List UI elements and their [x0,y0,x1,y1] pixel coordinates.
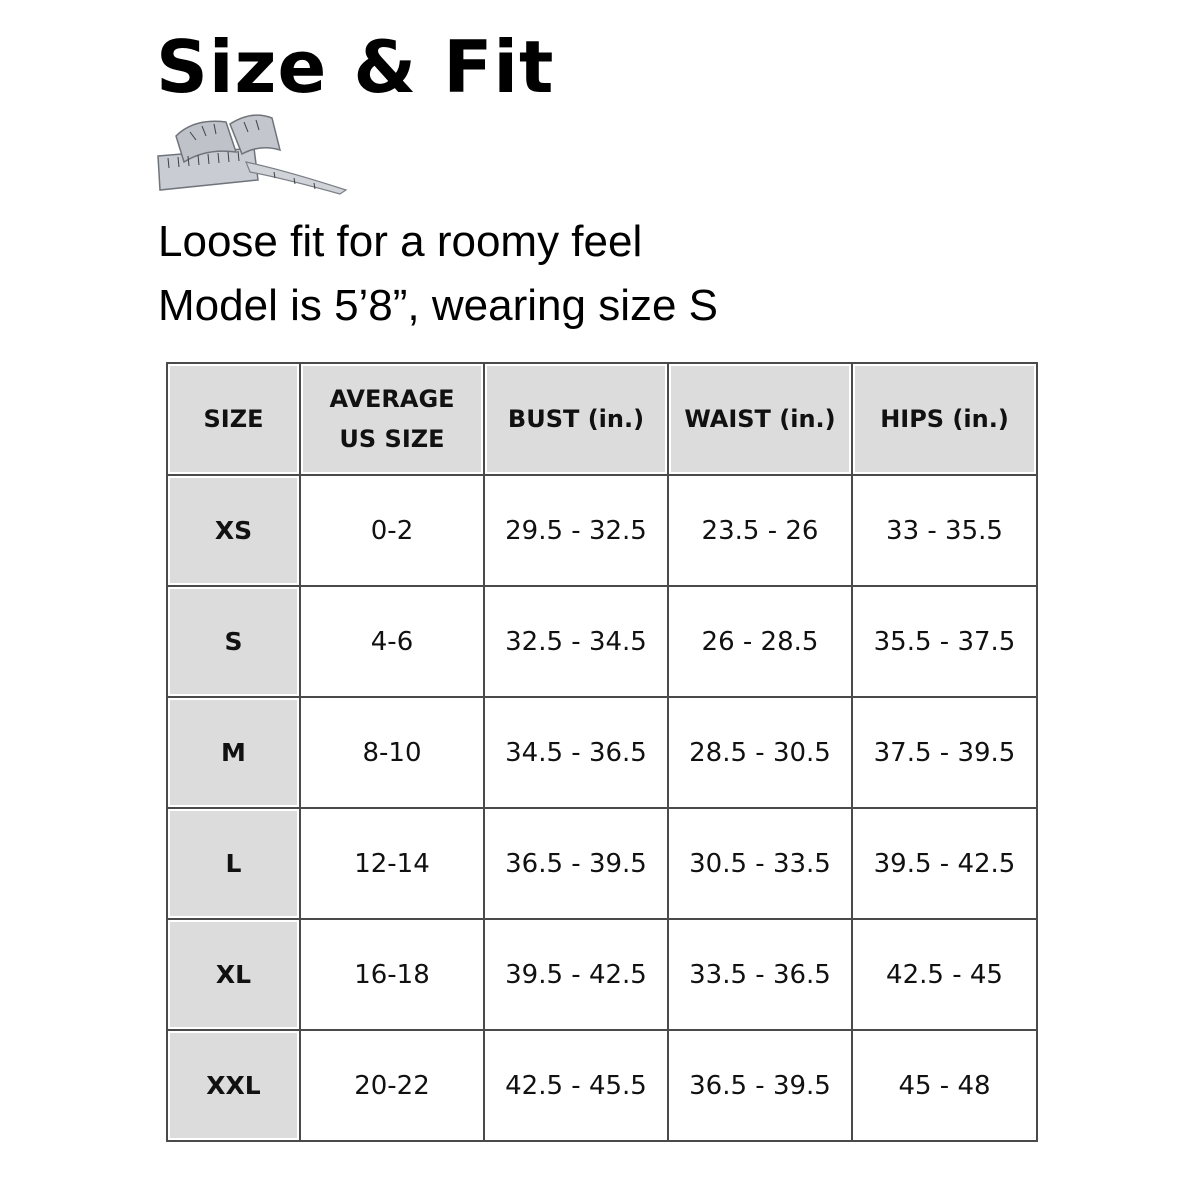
size-label: XL [167,919,300,1030]
table-row [167,919,1037,1030]
waist-value: 28.5 - 30.5 [668,697,852,808]
header-hips: HIPS (in.) [852,363,1037,475]
header-bust: BUST (in.) [484,363,668,475]
table-row [167,475,1037,586]
bust-value: 39.5 - 42.5 [484,919,668,1030]
hips-value: 37.5 - 39.5 [852,697,1037,808]
us-size-value: 8-10 [300,697,484,808]
page-title: Size & Fit [156,25,555,109]
size-label: M [167,697,300,808]
waist-value: 36.5 - 39.5 [668,1030,852,1141]
us-size-value: 20-22 [300,1030,484,1141]
hips-value: 33 - 35.5 [852,475,1037,586]
table-row [167,697,1037,808]
size-label: XS [167,475,300,586]
header-size: SIZE [167,363,300,475]
table-row [167,808,1037,919]
bust-value: 34.5 - 36.5 [484,697,668,808]
header-us-size-line1: AVERAGE [329,385,455,413]
size-label: S [167,586,300,697]
hips-value: 39.5 - 42.5 [852,808,1037,919]
waist-value: 23.5 - 26 [668,475,852,586]
hips-value: 42.5 - 45 [852,919,1037,1030]
hips-value: 35.5 - 37.5 [852,586,1037,697]
bust-value: 42.5 - 45.5 [484,1030,668,1141]
header-waist: WAIST (in.) [668,363,852,475]
us-size-value: 4-6 [300,586,484,697]
waist-value: 33.5 - 36.5 [668,919,852,1030]
waist-value: 26 - 28.5 [668,586,852,697]
waist-value: 30.5 - 33.5 [668,808,852,919]
table-row [167,1030,1037,1141]
bust-value: 32.5 - 34.5 [484,586,668,697]
model-info: Model is 5’8”, wearing size S [158,281,719,330]
bust-value: 29.5 - 32.5 [484,475,668,586]
size-chart-table [166,362,1038,1142]
measuring-tape-icon [154,110,350,196]
fit-description: Loose fit for a roomy feel [158,217,643,266]
size-label: XXL [167,1030,300,1141]
bust-value: 36.5 - 39.5 [484,808,668,919]
us-size-value: 12-14 [300,808,484,919]
us-size-value: 0-2 [300,475,484,586]
header-us-size-line2: US SIZE [339,425,445,453]
size-label: L [167,808,300,919]
table-row [167,586,1037,697]
us-size-value: 16-18 [300,919,484,1030]
header-average-us-size [300,363,484,475]
hips-value: 45 - 48 [852,1030,1037,1141]
table-header-row [167,363,1037,475]
